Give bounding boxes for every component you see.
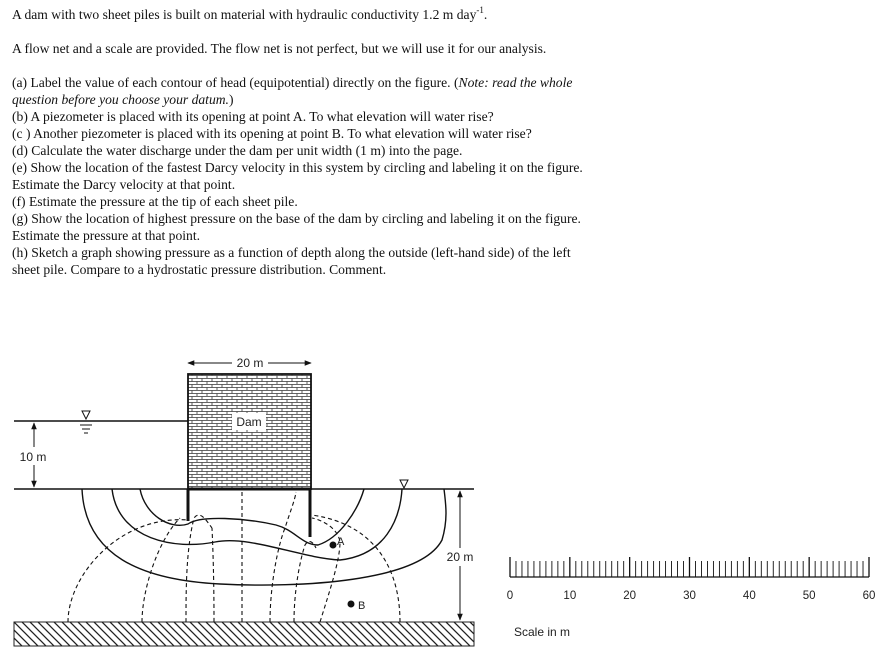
- point-b-label: B: [358, 600, 366, 612]
- question-h: (h) Sketch a graph showing pressure as a function of depth along the outside (left-hand side) of the left sheet pile. Compare to a hydrostatic pressure distribution. Comment.: [12, 245, 571, 277]
- flow-lines: [82, 489, 446, 585]
- question-text: [12, 6, 592, 278]
- point-a-marker: [330, 542, 337, 549]
- dam-label: Dam: [236, 415, 262, 429]
- scale-tick-label: 40: [742, 590, 756, 602]
- equipotential-3: [186, 515, 212, 622]
- soil-depth-label: 20 m: [446, 550, 474, 564]
- scale-bar: [507, 557, 876, 639]
- water-surface-triangle-icon: [80, 411, 92, 433]
- point-a-label: A: [337, 536, 345, 548]
- point-b-marker: [348, 601, 355, 608]
- equipotential-6: [270, 492, 296, 622]
- water-depth-label: 10 m: [19, 450, 47, 464]
- question-c: (c ) Another piezometer is placed with its opening at point B. To what elevation will water rise?: [12, 126, 532, 141]
- downstream-water-table-icon: [400, 480, 408, 488]
- bedrock-hatch: [14, 622, 474, 646]
- scale-tick-label: 0: [506, 590, 514, 602]
- intro-line-2: A flow net and a scale are provided. The flow net is not perfect, but we will use it for our analysis.: [12, 41, 547, 56]
- question-b: (b) A piezometer is placed with its opening at point A. To what elevation will water rise?: [12, 109, 494, 124]
- intro-line-1: A dam with two sheet piles is built on material with hydraulic conductivity 1.2 m day$^{-1}$.: [12, 5, 488, 22]
- equipotential-1: [68, 520, 188, 622]
- flow-line-3: [82, 489, 446, 585]
- flow-line-1: [140, 489, 364, 545]
- scale-tick-label: 60: [862, 590, 876, 602]
- scale-tick-label: 50: [802, 590, 816, 602]
- question-d: (d) Calculate the water discharge under the dam per unit width (1 m) into the page.: [12, 143, 463, 158]
- dam-body: [188, 374, 311, 489]
- scale-tick-label: 10: [563, 590, 577, 602]
- question-g: (g) Show the location of highest pressure on the base of the dam by circling and labeling it on the figure. Estimate the pressure at that point.: [12, 211, 581, 243]
- scale-tick-label: 20: [623, 590, 637, 602]
- scale-tick-labels: [507, 590, 876, 602]
- scale-tick-label: 30: [683, 590, 696, 602]
- flow-net-figure: [0, 330, 892, 662]
- dam-width-label: 20 m: [236, 356, 264, 370]
- flow-line-2: [112, 489, 402, 560]
- equipotential-7: [294, 542, 316, 622]
- equipotential-2: [142, 518, 180, 622]
- question-e: (e) Show the location of the fastest Darcy velocity in this system by circling and labeling it on the figure. Estimate the Darcy velocity at that point.: [12, 160, 583, 192]
- question-a: (a) Label the value of each contour of head (equipotential) directly on the figure. (Note: read the whole question before you choose your datum.): [12, 75, 573, 107]
- scale-minor-ticks: [510, 557, 869, 577]
- question-f: (f) Estimate the pressure at the tip of each sheet pile.: [12, 194, 298, 209]
- scale-caption: Scale in m: [513, 625, 571, 639]
